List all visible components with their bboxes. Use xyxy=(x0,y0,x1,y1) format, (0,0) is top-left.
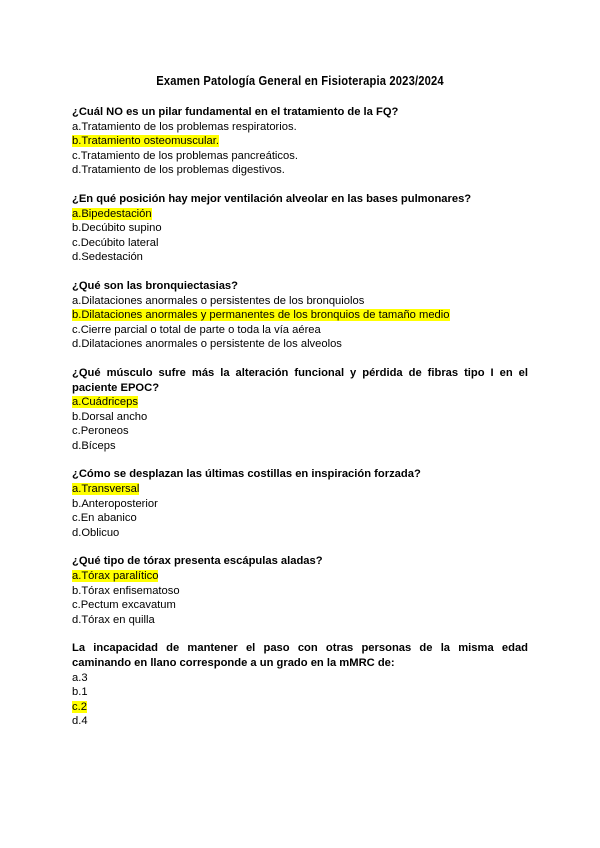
answer-option-text: a.Bipedestación xyxy=(72,207,152,220)
answer-option xyxy=(72,497,528,512)
answer-option xyxy=(72,685,528,700)
question-text: ¿Qué son las bronquiectasias? xyxy=(72,279,238,292)
answer-option xyxy=(72,714,528,729)
question-block xyxy=(72,105,528,178)
answer-option-text: d.Sedestación xyxy=(72,251,143,264)
answer-option-highlighted xyxy=(72,569,528,584)
answer-option-highlighted xyxy=(72,700,528,715)
answer-option-text: c.2 xyxy=(72,700,87,713)
answer-option xyxy=(72,323,528,338)
answer-option-text: d.Bíceps xyxy=(72,439,116,452)
answer-option-highlighted xyxy=(72,482,528,497)
answer-option-text: b.Dilataciones anormales y permanentes de los bronquios de tamaño medio xyxy=(72,309,450,322)
question-block xyxy=(72,554,528,627)
answer-option xyxy=(72,236,528,251)
answer-option-text: b.1 xyxy=(72,686,88,699)
answer-option-text: d.4 xyxy=(72,715,88,728)
answer-option xyxy=(72,671,528,686)
question-text: ¿Cuál NO es un pilar fundamental en el tratamiento de la FQ? xyxy=(72,106,399,118)
answer-option-text: b.Decúbito supino xyxy=(72,222,162,235)
answer-option xyxy=(72,613,528,628)
document-title: Examen Patología General en Fisioterapia 2023/2024 xyxy=(156,73,444,88)
answer-option-text: b.Tórax enfisematoso xyxy=(72,584,180,597)
answer-option-text: a.Dilataciones anormales o persistentes de los bronquiolos xyxy=(72,294,365,307)
answer-option xyxy=(72,221,528,236)
answer-option-highlighted xyxy=(72,308,528,323)
answer-option-text: c.En abanico xyxy=(72,512,137,525)
question-text: ¿Qué músculo sufre más la alteración funcional y pérdida de fibras tipo I en el paciente EPOC? xyxy=(72,366,528,394)
question-list xyxy=(72,105,528,743)
question-text: ¿Cómo se desplazan las últimas costillas en inspiración forzada? xyxy=(72,468,421,481)
question-text: ¿Qué tipo de tórax presenta escápulas aladas? xyxy=(72,555,323,568)
question-block xyxy=(72,279,528,352)
answer-option xyxy=(72,424,528,439)
answer-option-text: b.Anteroposterior xyxy=(72,497,158,510)
answer-option-text: a.Tratamiento de los problemas respiratorios. xyxy=(72,120,297,133)
question-block xyxy=(72,641,528,729)
answer-option-highlighted xyxy=(72,395,528,410)
question-block xyxy=(72,467,528,540)
answer-option-highlighted xyxy=(72,207,528,222)
answer-option-text: a.3 xyxy=(72,671,88,684)
answer-option-text: c.Pectum excavatum xyxy=(72,599,176,612)
answer-option-text: c.Cierre parcial o total de parte o toda la vía aérea xyxy=(72,323,321,336)
answer-option-text: b.Dorsal ancho xyxy=(72,410,148,423)
question-block xyxy=(72,366,528,454)
answer-option xyxy=(72,511,528,526)
question-text: ¿En qué posición hay mejor ventilación alveolar en las bases pulmonares? xyxy=(72,192,472,205)
answer-option xyxy=(72,439,528,454)
answer-option-text: d.Dilataciones anormales o persistente de los alveolos xyxy=(72,338,342,351)
answer-option xyxy=(72,163,528,178)
answer-option xyxy=(72,598,528,613)
answer-option xyxy=(72,120,528,135)
answer-option-text: d.Tratamiento de los problemas digestivos. xyxy=(72,164,285,177)
answer-option-text: c.Decúbito lateral xyxy=(72,236,159,249)
answer-option-text: a.Transversal xyxy=(72,483,140,496)
answer-option-text: c.Tratamiento de los problemas pancreáticos. xyxy=(72,149,298,162)
answer-option xyxy=(72,250,528,265)
answer-option-text: b.Tratamiento osteomuscular. xyxy=(72,135,219,148)
answer-option-text: a.Tórax paralítico xyxy=(72,570,159,583)
answer-option-text: d.Tórax en quilla xyxy=(72,613,155,626)
question-text: La incapacidad de mantener el paso con otras personas de la misma edad caminando en llano corresponde a un grado en la mMRC de: xyxy=(72,642,528,669)
answer-option xyxy=(72,410,528,425)
answer-option xyxy=(72,149,528,164)
answer-option xyxy=(72,526,528,541)
question-block xyxy=(72,192,528,265)
answer-option-text: d.Oblicuo xyxy=(72,526,120,539)
answer-option xyxy=(72,337,528,352)
answer-option xyxy=(72,584,528,599)
answer-option-text: c.Peroneos xyxy=(72,425,129,438)
answer-option-highlighted xyxy=(72,134,528,149)
answer-option xyxy=(72,294,528,309)
answer-option-text: a.Cuádriceps xyxy=(72,396,138,409)
